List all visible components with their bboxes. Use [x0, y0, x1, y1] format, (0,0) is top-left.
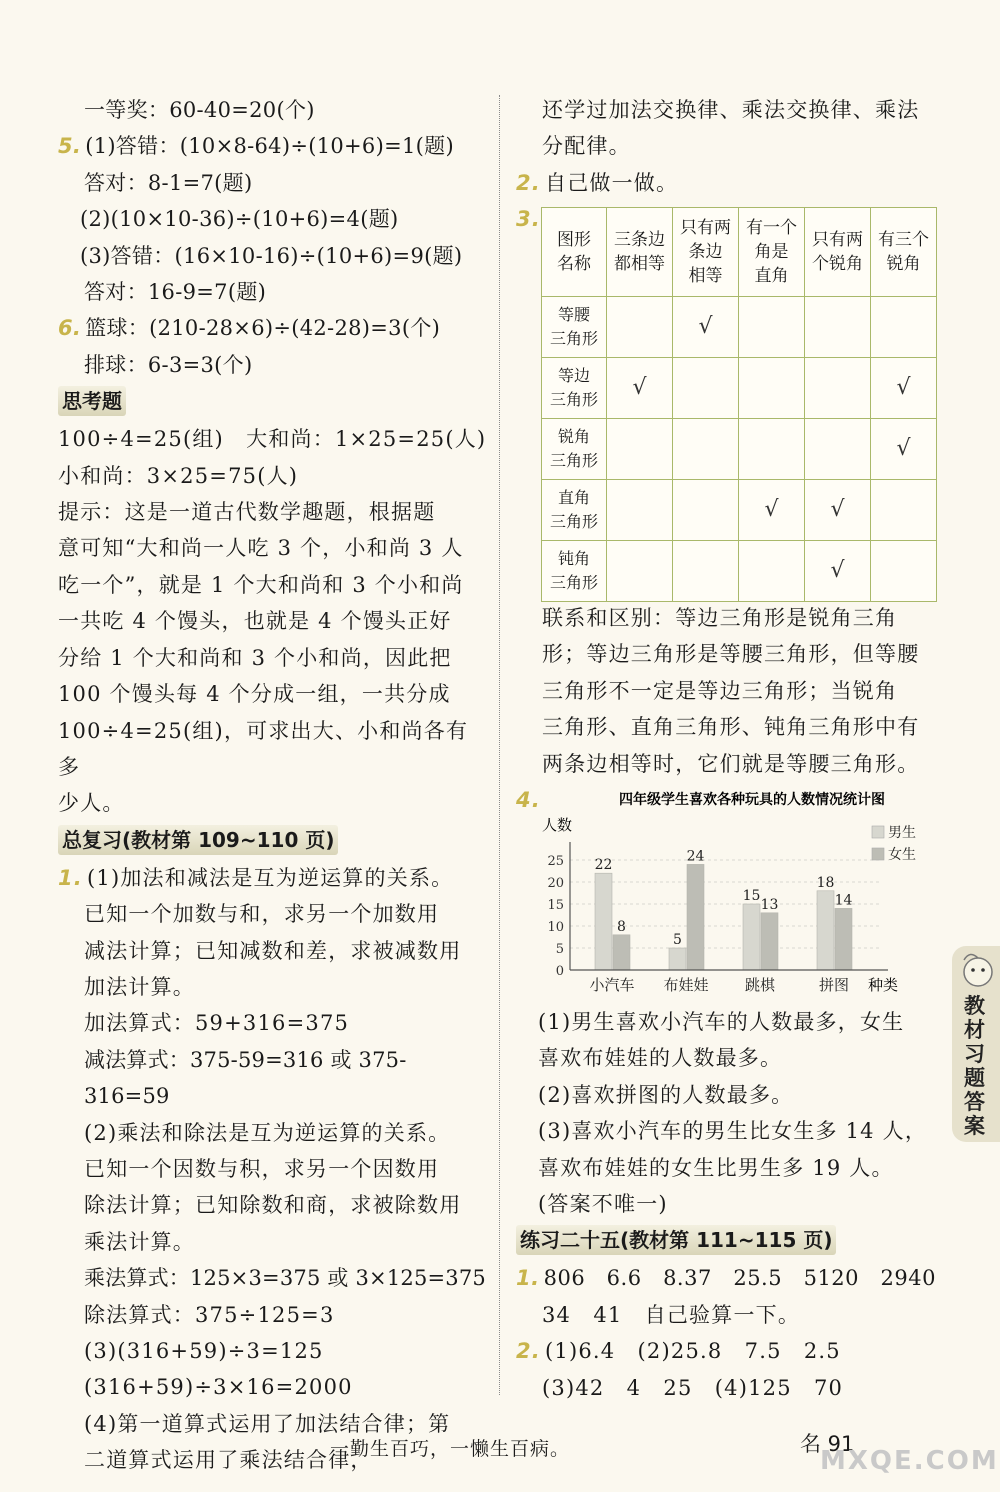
think-line: 意可知“大和尚一人吃 3 个，小和尚 3 人	[58, 536, 464, 561]
watermark: MXQE.COM	[820, 1446, 999, 1476]
check-cell	[739, 541, 805, 602]
toy-preference-bar-chart	[520, 788, 960, 998]
y-tick-label: 0	[555, 964, 564, 979]
check-cell: √	[871, 419, 937, 480]
text-line: 还学过加法交换律、乘法交换律、乘法	[542, 98, 920, 122]
review-line: 加法计算。	[84, 974, 195, 999]
check-cell	[739, 358, 805, 419]
y-tick-label: 25	[547, 854, 564, 869]
question-number: 2.	[516, 170, 541, 195]
check-cell: √	[673, 297, 739, 358]
triangle-properties-table	[541, 207, 937, 602]
answer-line: (答案不唯一)	[538, 1192, 668, 1217]
bar-value-label: 8	[617, 918, 626, 935]
relation-line: 三角形不一定是等边三角形；当锐角	[542, 678, 898, 703]
text-line: 答对：16-9=7(题)	[84, 280, 267, 305]
relation-line: 三角形、直角三角形、钝角三角形中有	[542, 715, 920, 740]
bar-value-label: 5	[673, 932, 682, 948]
check-cell	[739, 297, 805, 358]
check-cell	[607, 541, 673, 602]
bar-value-label: 13	[760, 896, 779, 913]
check-cell	[805, 297, 871, 358]
row-name-cell: 等腰 三角形	[542, 297, 607, 358]
legend-swatch	[872, 826, 884, 838]
bar	[817, 891, 834, 970]
bar-value-label: 18	[816, 874, 835, 891]
y-axis-label: 人数	[542, 816, 573, 834]
exercise-line: (1)6.4 (2)25.8 7.5 2.5	[545, 1339, 841, 1364]
text-line: 一等奖：60-40=20(个)	[84, 98, 315, 122]
table-row	[542, 480, 937, 541]
bar-value-label: 24	[686, 848, 705, 865]
chart-title: 四年级学生喜欢各种玩具的人数情况统计图	[619, 792, 885, 808]
bar	[761, 913, 778, 970]
header-cell: 三条边 都相等	[607, 208, 673, 297]
mascot-icon	[952, 946, 1000, 990]
check-cell	[673, 419, 739, 480]
answer-line: (3)喜欢小汽车的男生比女生多 14 人，	[538, 1119, 928, 1144]
text-line: 分配律。	[542, 134, 631, 159]
text-line: 篮球：(210-28×6)÷(42-28)=3(个)	[85, 316, 441, 341]
think-line: 一共吃 4 个馒头，也就是 4 个馒头正好	[58, 609, 452, 634]
bar	[669, 948, 686, 970]
review-line: 已知一个因数与积，求另一个因数用	[84, 1156, 440, 1181]
question-number: 2.	[516, 1339, 541, 1364]
think-line: 100 个馒头每 4 个分成一组，一共分成	[58, 682, 451, 707]
check-cell	[607, 480, 673, 541]
row-name-cell: 直角 三角形	[542, 480, 607, 541]
exercise-line: 34 41 自己验算一下。	[542, 1302, 801, 1327]
answer-line: 喜欢布娃娃的人数最多。	[538, 1046, 783, 1071]
text-line: (1)答错：(10×8-64)÷(10+6)=1(题)	[85, 134, 454, 159]
question-number: 1.	[58, 865, 83, 890]
bar-value-label: 22	[594, 857, 613, 874]
header-cell: 只有两 条边 相等	[673, 208, 739, 297]
x-tick-label: 小汽车	[589, 976, 635, 994]
x-tick-label: 跳棋	[744, 976, 776, 994]
question-number: 4.	[516, 788, 541, 813]
review-line: 减法计算；已知减数和差，求被减数用	[84, 938, 462, 963]
bar	[595, 873, 612, 970]
review-line: (2)乘法和除法是互为逆运算的关系。	[84, 1120, 451, 1145]
x-tick-label: 拼图	[818, 976, 850, 994]
relation-line: 形；等边三角形是等腰三角形，但等腰	[542, 642, 920, 667]
bar-value-label: 14	[834, 892, 853, 909]
check-cell: √	[805, 541, 871, 602]
x-axis-label: 种类	[868, 976, 899, 994]
think-line: 100÷4=25(组) 大和尚：1×25=25(人)	[58, 427, 487, 452]
check-cell: √	[607, 358, 673, 419]
text-line: (2)(10×10-36)÷(10+6)=4(题)	[80, 207, 399, 232]
bar	[743, 904, 760, 970]
bar	[835, 908, 852, 970]
review-line: (4)第一道算式运用了加法结合律；第	[84, 1411, 451, 1436]
review-line: (1)加法和减法是互为逆运算的关系。	[87, 865, 454, 890]
review-line: (316+59)÷3×16=2000	[84, 1375, 353, 1400]
header-cell: 图形 名称	[542, 208, 607, 297]
review-line: (3)(316+59)÷3=125	[84, 1339, 324, 1363]
y-tick-label: 15	[547, 898, 564, 913]
answer-line: (2)喜欢拼图的人数最多。	[538, 1082, 794, 1107]
footer-proverb: 一勤生百巧，一懒生百病。	[330, 1438, 571, 1460]
table-row	[542, 541, 937, 602]
header-cell: 有一个 角是 直角	[739, 208, 805, 297]
check-cell	[739, 419, 805, 480]
check-cell	[607, 297, 673, 358]
left-column	[58, 92, 488, 1479]
side-tab-label: 教材习题答案	[964, 994, 985, 1138]
section-heading-exercise-25: 练习二十五(教材第 111~115 页)	[516, 1225, 836, 1255]
table-header-row	[542, 208, 937, 297]
think-line: 提示：这是一道古代数学趣题，根据题	[58, 500, 436, 525]
check-cell	[871, 541, 937, 602]
think-line: 小和尚：3×25=75(人)	[58, 463, 299, 488]
legend-label: 男生	[888, 825, 916, 841]
legend-label: 女生	[888, 847, 916, 863]
table-row	[542, 358, 937, 419]
x-tick-label: 布娃娃	[663, 976, 709, 994]
y-tick-label: 20	[547, 876, 564, 891]
check-cell: √	[871, 358, 937, 419]
row-name-cell: 锐角 三角形	[542, 419, 607, 480]
answer-line: 喜欢布娃娃的女生比男生多 19 人。	[538, 1155, 894, 1180]
question-number: 5.	[58, 134, 82, 159]
question-number: 3.	[516, 207, 541, 232]
legend-swatch	[872, 848, 884, 860]
think-line: 100÷4=25(组)，可求出大、小和尚各有多	[58, 718, 469, 779]
think-line: 分给 1 个大和尚和 3 个小和尚，因此把	[58, 645, 452, 670]
exercise-line: (3)42 4 25 (4)125 70	[542, 1375, 844, 1400]
review-line: 乘法计算。	[84, 1229, 195, 1254]
text-line: 自己做一做。	[545, 170, 679, 195]
y-tick-label: 5	[555, 942, 564, 957]
check-cell	[871, 297, 937, 358]
check-cell	[805, 419, 871, 480]
y-tick-label: 10	[547, 920, 564, 935]
column-divider	[499, 95, 500, 1395]
section-heading-review: 总复习(教材第 109~110 页)	[58, 825, 338, 855]
bar	[613, 935, 630, 970]
relation-line: 联系和区别：等边三角形是锐角三角	[542, 606, 898, 630]
check-cell	[805, 358, 871, 419]
exercise-line: 806 6.6 8.37 25.5 5120 2940	[543, 1266, 936, 1291]
question-number: 1.	[516, 1266, 540, 1291]
check-cell	[673, 541, 739, 602]
row-name-cell: 钝角 三角形	[542, 541, 607, 602]
table-row	[542, 297, 937, 358]
think-line: 吃一个”，就是 1 个大和尚和 3 个小和尚	[58, 572, 464, 597]
header-cell: 只有两 个锐角	[805, 208, 871, 297]
review-line: 加法算式：59+316=375	[84, 1011, 350, 1036]
bar	[687, 864, 704, 970]
check-cell	[607, 419, 673, 480]
section-heading-think: 思考题	[58, 386, 126, 416]
review-line: 除法计算；已知除数和商，求被除数用	[84, 1193, 462, 1218]
review-line: 减法算式：375-59=316 或 375-316=59	[84, 1047, 407, 1109]
page-number: 名 91	[800, 1432, 855, 1456]
table-row	[542, 419, 937, 480]
text-line: 排球：6-3=3(个)	[84, 352, 253, 377]
question-number: 6.	[58, 316, 82, 341]
answer-line: (1)男生喜欢小汽车的人数最多，女生	[538, 1010, 905, 1034]
check-cell	[673, 358, 739, 419]
right-column-lower	[516, 600, 946, 818]
check-cell	[871, 480, 937, 541]
review-line: 二道算式运用了乘法结合律，	[84, 1448, 373, 1473]
text-line: (3)答错：(16×10-16)÷(10+6)=9(题)	[80, 243, 463, 268]
header-cell: 有三个 锐角	[871, 208, 937, 297]
right-column-bottom	[516, 1004, 946, 1406]
review-line: 除法算式：375÷125=3	[84, 1302, 335, 1327]
think-line: 少人。	[58, 791, 125, 816]
text-line: 答对：8-1=7(题)	[84, 170, 253, 195]
relation-line: 两条边相等时，它们就是等腰三角形。	[542, 751, 920, 776]
side-tab	[952, 946, 1000, 1142]
check-cell: √	[739, 480, 805, 541]
row-name-cell: 等边 三角形	[542, 358, 607, 419]
review-line: 已知一个加数与和，求另一个加数用	[84, 902, 440, 927]
check-cell	[673, 480, 739, 541]
check-cell: √	[805, 480, 871, 541]
review-line: 乘法算式：125×3=375 或 3×125=375	[84, 1266, 486, 1291]
bar-value-label: 15	[742, 888, 761, 904]
